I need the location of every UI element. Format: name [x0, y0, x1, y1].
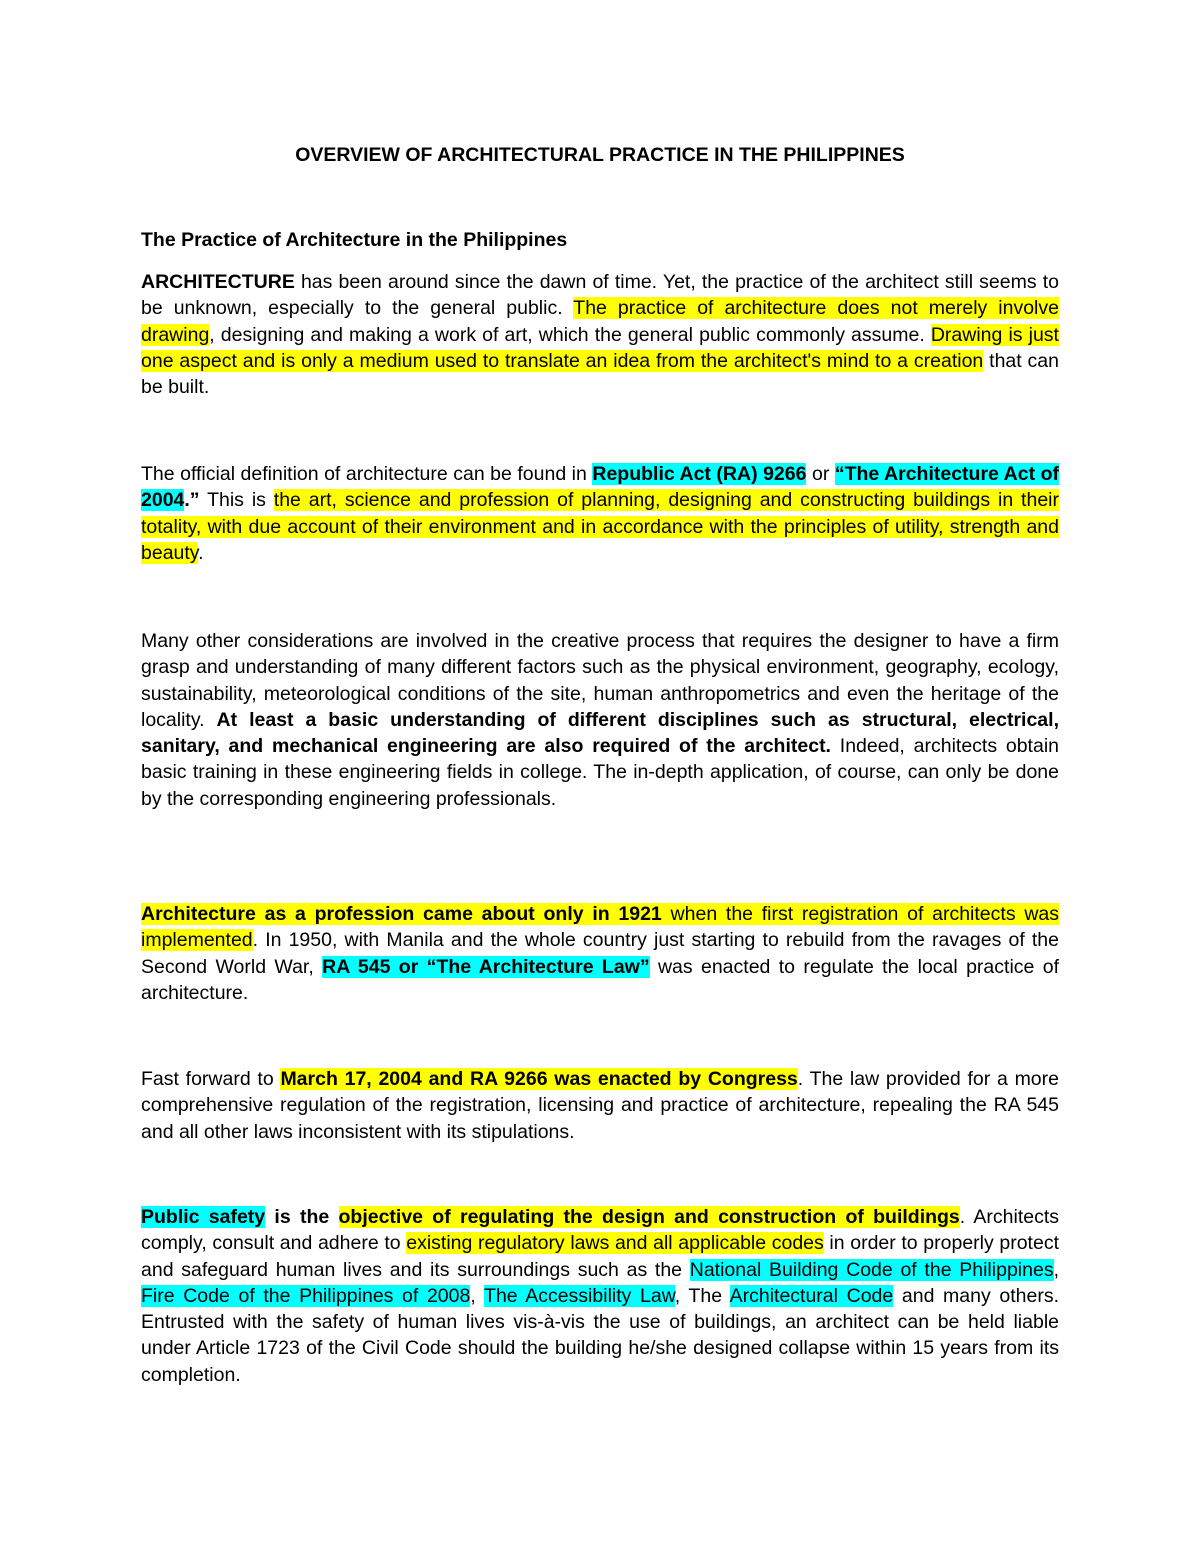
highlight-yellow: the art, science and profession of planning, designing and constructing buildings in their totality, with due account of their environment and in accordance with the principles of utility, strength and beauty: [141, 489, 1059, 564]
text-run: .: [198, 541, 204, 564]
text-run: that can be built.: [141, 349, 1059, 399]
bold-term: .”: [184, 489, 200, 512]
highlight-cyan: Public safety: [141, 1206, 266, 1228]
highlight-yellow: March 17, 2004 and RA 9266 was enacted by Congress: [280, 1068, 798, 1090]
text-run: has been around since the dawn of time. Yet, the practice of the architect still seems to be unknown, especially to the general public.: [141, 271, 1059, 320]
bold-term: is the: [265, 1206, 339, 1228]
text-run: This is: [199, 489, 274, 512]
paragraph-considerations: [141, 628, 1059, 812]
text-run: . Architects comply, consult and adhere to: [141, 1206, 1060, 1255]
section-heading: The Practice of Architecture in the Philippines: [141, 229, 568, 251]
document-title: OVERVIEW OF ARCHITECTURAL PRACTICE IN THE PHILIPPINES: [295, 144, 905, 166]
highlight-cyan: Fire Code of the Philippines of 2008: [141, 1284, 471, 1307]
highlight-cyan: National Building Code of the Philippines: [689, 1258, 1054, 1281]
paragraph-history: [141, 901, 1059, 1006]
text-run: was enacted to regulate the local practice of architecture.: [141, 955, 1059, 1004]
text-run: The official definition of architecture can be found in: [141, 463, 593, 485]
highlight-yellow: Drawing is just one aspect and is only a medium used to translate an idea from the architect's mind to a creation: [141, 323, 1059, 372]
text-run: Indeed, architects obtain basic training in these engineering fields in college. The in-depth application, of course, can only be done by the corresponding engineering professionals.: [141, 735, 1059, 810]
highlight-cyan: Architectural Code: [729, 1284, 894, 1307]
bold-term: ARCHITECTURE: [141, 271, 295, 293]
paragraph-architecture-intro: [141, 269, 1059, 400]
highlight-cyan: RA 545 or “The Architecture Law”: [322, 955, 650, 978]
text-run: ,: [1053, 1258, 1059, 1281]
highlight-yellow: Architecture as a profession came about only in 1921: [141, 903, 662, 925]
text-run: . The law provided for a more comprehensive regulation of the registration, licensing and practice of architecture, repealing the RA 545 and all other laws inconsistent with its stipulations.: [141, 1068, 1059, 1143]
bold-term: At least a basic understanding of different disciplines such as structural, electrical, sanitary, and mechanical engineering are also required of the architect.: [141, 708, 1059, 758]
paragraph-ra9266: [141, 1066, 1059, 1145]
text-run: Fast forward to: [141, 1068, 281, 1090]
text-run: in order to properly protect and safeguard human lives and its surroundings such as the: [141, 1232, 1059, 1281]
text-run: , designing and making a work of art, which the general public commonly assume.: [209, 323, 931, 346]
highlight-yellow: The practice of architecture does not merely involve drawing: [141, 297, 1059, 346]
paragraph-official-definition: [141, 461, 1059, 566]
highlight-cyan: The Accessibility Law: [484, 1284, 675, 1307]
text-run: ,: [470, 1284, 485, 1307]
highlight-cyan: Republic Act (RA) 9266: [592, 463, 807, 485]
text-run: Many other considerations are involved in the creative process that requires the designer to have a firm grasp and understanding of many different factors such as the physical environment, geography, ecology, sustainability, meteorological conditions of the site, human anthropometrics and even the heritage of the locality.: [141, 630, 1059, 731]
paragraph-public-safety: [141, 1204, 1059, 1388]
text-run: or: [806, 463, 835, 485]
highlight-yellow: objective of regulating the design and construction of buildings: [338, 1206, 960, 1228]
highlight-yellow: existing regulatory laws and all applicable codes: [406, 1232, 824, 1255]
text-run: , The: [674, 1284, 730, 1307]
text-run: and many others. Entrusted with the safety of human lives vis-à-vis the use of buildings, an architect can be held liable under Article 1723 of the Civil Code should the building he/she designed collapse within 15 years from its completion.: [141, 1284, 1059, 1386]
highlight-cyan: “The Architecture Act of 2004: [141, 463, 1060, 512]
text-run: . In 1950, with Manila and the whole country just starting to rebuild from the ravages of the Second World War,: [141, 929, 1059, 978]
highlight-yellow: when the first registration of architects was implemented: [141, 903, 1059, 952]
